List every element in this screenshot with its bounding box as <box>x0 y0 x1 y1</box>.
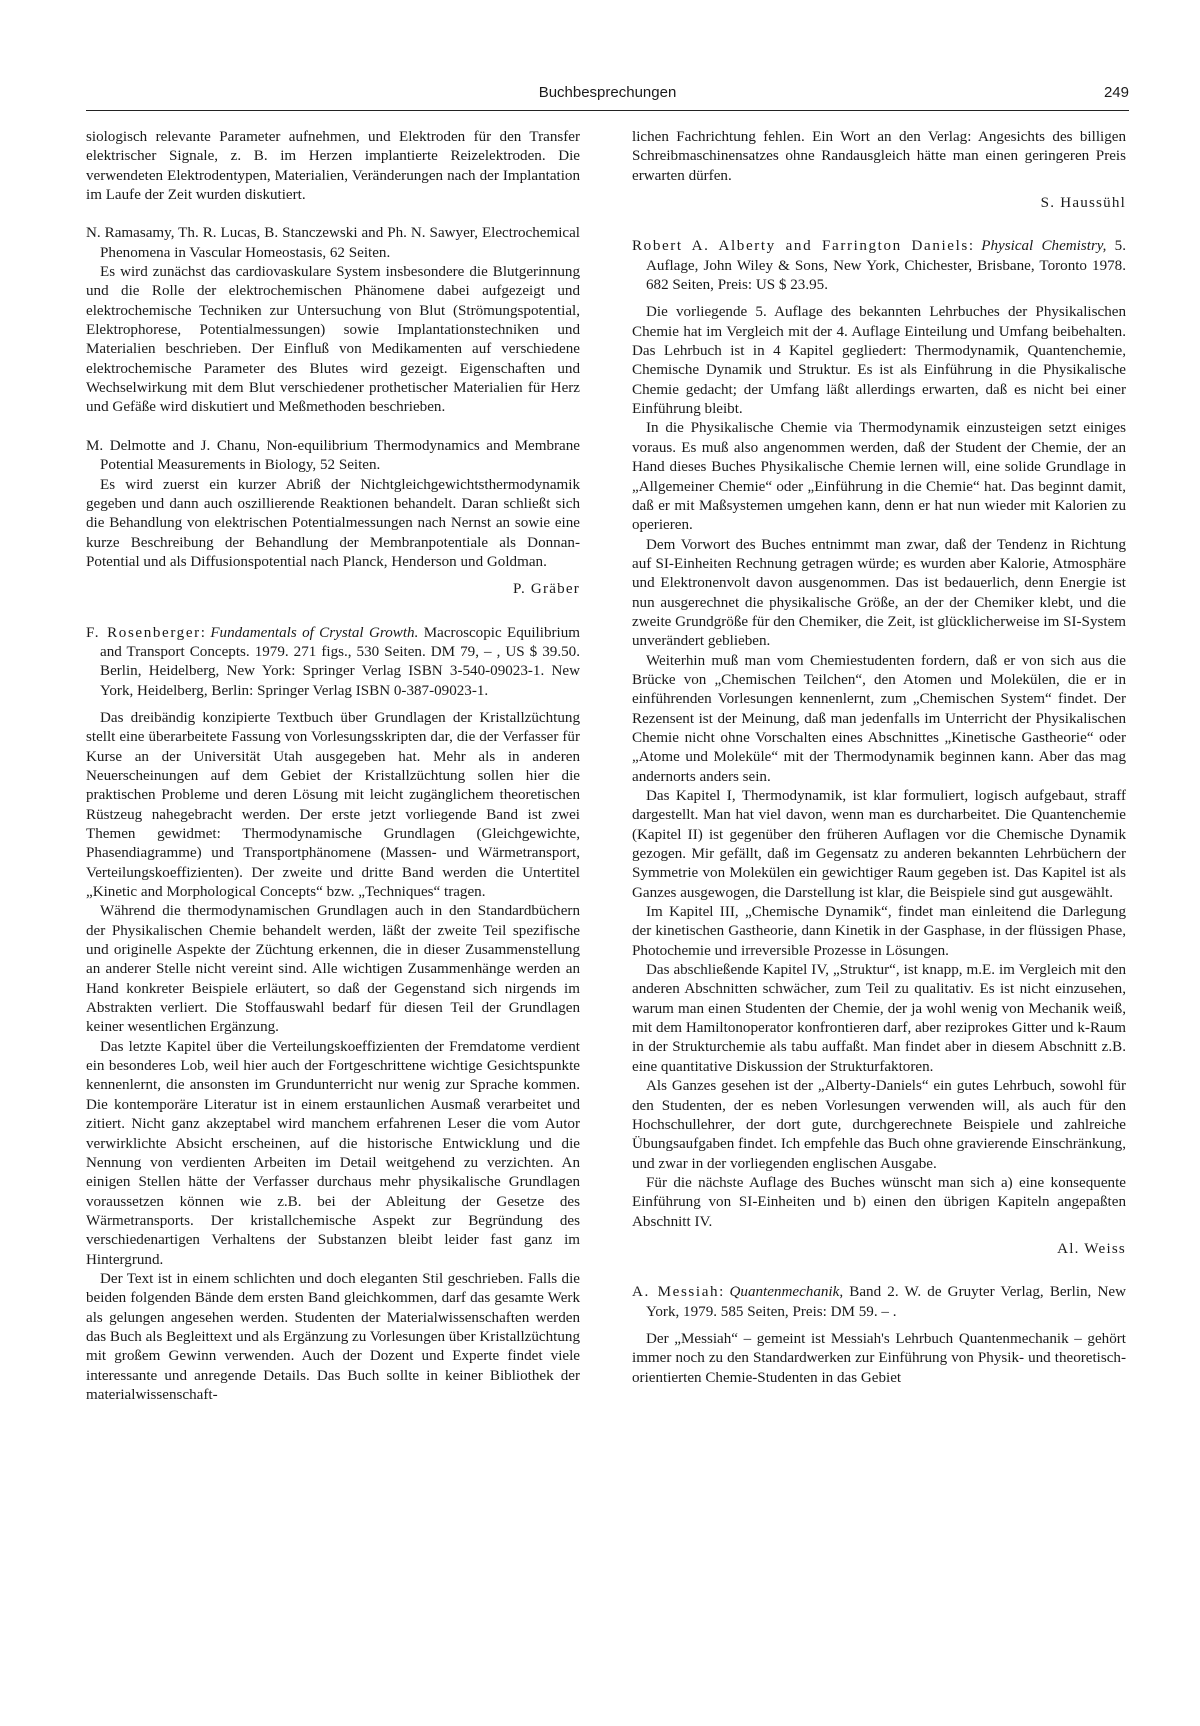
review-paragraph: Das letzte Kapitel über die Verteilungskoeffizienten der Fremdatome verdient ein besonderes Lob, weil hier auch der Fortgeschrittene wichtige Gesichtspunkte kennenlernt, die ansonsten im Grundunterricht nur wenig zur Sprache kommen. Die kontemporäre Literatur ist in einem erstaunlichen Ausmaß verarbeitet und zitiert. Nicht ganz akzeptabel wird manchem erfahrenen Leser die vom Autor verwirklichte Absicht erscheinen, auf die historische Entwicklung und die Nennung von verdienten Arbeiten im Detail weitgehend zu verzichten. An einigen Stellen hätte der Verfasser durchaus mehr physikalische Grundlagen voraussetzen können wie z.B. bei der Ableitung der Gesetze des Wärmetransports. Der kristallchemische Aspekt zur Begründung des verschiedenartigen Verhaltens der Substanzen bleibt leider fast ganz im Hintergrund. <box>86 1038 580 1268</box>
continued-paragraph: siologisch relevante Parameter aufnehmen, und Elektroden für den Transfer elektrischer Signale, z. B. im Herzen implantierte Reizelektroden. Die verwendeten Elektrodentypen, Materialien, Veränderungen nach der Implantation im Laufe der Zeit wurden diskutiert. <box>86 129 580 204</box>
book-title: Physical Chemistry, <box>981 238 1107 255</box>
reviewer-signature-graeber: P. Gräber <box>513 581 580 598</box>
book-author: Robert A. Alberty and Farrington Daniels <box>632 238 969 255</box>
review-paragraph: Das Kapitel I, Thermodynamik, ist klar formuliert, logisch aufgebaut, straff dargestellt. Man hat viel davon, wenn man es durcharbeitet. Die Quantenchemie (Kapitel II) ist gegenüber den früheren Auflagen vor die Chemische Dynamik gezogen. Mir gefällt, daß im Gegensatz zu anderen bekannten Lehrbüchern der Symmetrie von Molekülen ein gewichtiger Raum gegeben ist. Das Kapitel ist als Ganzes ausgewogen, die Darstellung ist klar, die Beispiele sind gut ausgewählt. <box>632 788 1126 901</box>
running-head <box>86 84 1129 108</box>
book-title: Fundamentals of Crystal Growth. <box>210 624 419 641</box>
book-heading-rosenberger: F. Rosenberger: Fundamentals of Crystal Growth. Macroscopic Equilibrium and Transport Concepts. 1979. 271 figs., 530 Seiten. DM 79, – , US $ 39.50. Berlin, Heidelberg, New York: Springer Verlag ISBN 3-540-09023-1. New York, Heidelberg, Berlin: Springer Verlag ISBN 0-387-09023-1. <box>86 624 580 699</box>
book-author: A. Messiah <box>632 1284 720 1301</box>
review-paragraph: Als Ganzes gesehen ist der „Alberty-Daniels“ ein gutes Lehrbuch, sowohl für den Studenten, der es neben Vorlesungen verwenden will, als auch für den Hochschullehrer, der dort gute, durchgerechnete Beispiele und zahlreiche Übungsaufgaben findet. Ich empfehle das Buch ohne gravierende Einschränkung, und zwar in der vorliegenden englischen Ausgabe. <box>632 1078 1126 1172</box>
book-title: Quantenmechanik, <box>729 1284 844 1301</box>
review-paragraph: Der „Messiah“ – gemeint ist Messiah's Lehrbuch Quantenmechanik – gehört immer noch zu den Standardwerken zur Einführung von Physik- und theoretisch-orientierten Chemie-Studenten in das Gebiet <box>632 1330 1126 1386</box>
review-paragraph: Dem Vorwort des Buches entnimmt man zwar, daß der Tendenz in Richtung auf SI-Einheiten Rechnung getragen würde; es wurden aber Kalorie, Atmosphäre und Elektronenvolt davon ausgenommen. Das ist bedauerlich, denn Energie ist nun ausgerechnet die physikalische Größe, an der der Chemiker klebt, und die zweite Grundgröße für den Chemiker, die Zeit, ist glücklicherweise im SI-System unverändert geblieben. <box>632 536 1127 650</box>
review-paragraph: Im Kapitel III, „Chemische Dynamik“, findet man einleitend die Darlegung der kinetischen Gastheorie, dann Kinetik in der Gasphase, in der flüssigen Phase, Photochemie und irreversible Prozesse in Lösungen. <box>632 904 1126 959</box>
review-paragraph: Weiterhin muß man vom Chemiestudenten fordern, daß er von sich aus die Brücke von „Chemischen Teilchen“, den Atomen und Molekülen, die er in einführenden Vorlesungen kennenlernt, zum „Chemischen System“ findet. Der Rezensent ist der Meinung, daß man jedenfalls im Unterricht der Physikalischen Chemie nicht ohne Vorschalten eines Abschnittes „Kinetische Gastheorie“ oder „Atome und Moleküle“ mit der Thermodynamik beginnen kann. Aber das mag andernorts anders sein. <box>632 652 1126 785</box>
book-heading-alberty: Robert A. Alberty and Farrington Daniels: Physical Chemistry, 5. Auflage, John Wiley & Sons, New York, Chichester, Brisbane, Toronto 1978. 682 Seiten, Preis: US $ 23.95. <box>632 238 1126 294</box>
header-rule <box>86 110 1129 111</box>
book-details: 5. Auflage, John Wiley & Sons, New York, Chichester, Brisbane, Toronto 1978. 682 Seiten, Preis: US $ 23.95. <box>646 238 1126 294</box>
reviewer-signature-weiss: Al. Weiss <box>1057 1240 1126 1257</box>
book-heading-messiah: A. Messiah: Quantenmechanik, Band 2. W. de Gruyter Verlag, Berlin, New York, 1979. 585 Seiten, Preis: DM 59. – . <box>632 1284 1126 1320</box>
summary-ramasamy: Es wird zunächst das cardiovaskulare System insbesondere die Blutgerinnung und die Rolle der elektrochemischen Phänomene dabei aufgezeigt und elektrochemische Techniken zur Untersuchung von Blut (Strömungspotential, Elektrophorese, Potentialmessungen) sowie Implantationstechniken und Materialien beschrieben. Der Einfluß von Medikamenten auf verschiedene elektrochemische Parameter des Blutes wird gezeigt. Eigenschaften und Wechselwirkung mit dem Blut verschiedener prothetischer Materialien für Herz und Gefäße wird diskutiert und Meßmethoden beschrieben. <box>86 264 580 416</box>
review-paragraph: Die vorliegende 5. Auflage des bekannten Lehrbuches der Physikalischen Chemie hat im Vergleich mit der 4. Auflage Einteilung und Umfang beibehalten. Das Lehrbuch ist in 4 Kapitel gegliedert: Thermodynamik, Quantenchemie, Chemische Dynamik und Struktur. Es ist als Einführung in die Physikalische Chemie gedacht; der Umfang läßt allerdings erwarten, daß es nicht bei einer Einführung bleibt. <box>632 304 1126 418</box>
book-details: Macroscopic Equilibrium and Transport Concepts. 1979. 271 figs., 530 Seiten. DM 79, – , US $ 39.50. Berlin, Heidelberg, New York: Springer Verlag ISBN 3-540-09023-1. New York, Heidelberg, Berlin: Springer Verlag ISBN 0-387-09023-1. <box>100 624 580 699</box>
review-paragraph: Das dreibändig konzipierte Textbuch über Grundlagen der Kristallzüchtung stellt eine überarbeitete Fassung von Vorlesungsskripten dar, die der Verfasser für Kurse an der Universität Utah ausgegeben hat. Mehr als in anderen Neuerscheinungen auf dem Gebiet der Kristallzüchtung sollen hier die praktischen Probleme und deren Lösung mit leicht zugänglichem theoretischen Rüstzeug nahegebracht werden. Der erste jetzt vorliegende Band ist zwei Themen gewidmet: Thermodynamische Grundlagen (Gleichgewichte, Phasendiagramme) und Transportphänomene (Massen- und Wärmetransport, Verteilungskoeffizienten). Der zweite und dritte Band werden die Untertitel „Kinetic and Morphological Concepts“ bzw. „Techniques“ tragen. <box>86 709 580 901</box>
review-paragraph: Für die nächste Auflage des Buches wünscht man sich a) eine konsequente Einführung von SI-Einheiten und b) einen den übrigen Kapiteln angepaßten Abschnitt IV. <box>632 1174 1126 1230</box>
page-number: 249 <box>1103 84 1129 101</box>
left-column <box>86 128 580 1405</box>
right-column <box>632 128 1126 1388</box>
continued-paragraph: lichen Fachrichtung fehlen. Ein Wort an den Verlag: Angesichts des billigen Schreibmaschinensatzes ohne Randausgleich hätte man einen geringeren Preis erwarten dürfen. <box>632 129 1126 184</box>
reference-delmotte: M. Delmotte and J. Chanu, Non-equilibrium Thermodynamics and Membrane Potential Measurements in Biology, 52 Seiten. <box>86 437 580 474</box>
review-paragraph: Während die thermodynamischen Grundlagen auch in den Standardbüchern der Physikalischen Chemie behandelt werden, läßt der zweite Teil spezifische und originelle Aspekte der Züchtung erkennen, die in dieser Zusammenstellung an anderer Stelle nicht vereint sind. Alle wichtigen Zusammenhänge werden an Hand konkreter Beispiele erläutert, so daß der Gegenstand sich nirgends im Abstrakten verliert. Die Stoffauswahl bedarf für diesen Teil der Grundlagen keiner wesentlichen Ergänzung. <box>86 903 580 1036</box>
review-paragraph: In die Physikalische Chemie via Thermodynamik einzusteigen setzt einiges voraus. Es muß also angenommen werden, daß der Student der Chemie, der an Hand dieses Buches Physikalische Chemie lernen will, eine solide Grundlage in „Allgemeiner Chemie“ oder „Einführung in die Chemie“ hat. Das beginnt damit, daß er mit Maßsystemen umgehen kann, denn er hat nun wieder mit Kalorien zu operieren. <box>632 420 1126 534</box>
reference-ramasamy: N. Ramasamy, Th. R. Lucas, B. Stanczewski and Ph. N. Sawyer, Electrochemical Phenomena in Vascular Homeostasis, 62 Seiten. <box>86 225 580 261</box>
review-paragraph: Der Text ist in einem schlichten und doch eleganten Stil geschrieben. Falls die beiden folgenden Bände dem ersten Band gleichkommen, darf das gesamte Werk als gelungen angesehen werden. Studenten der Materialwissenschaften werden das Buch als Begleittext und als Ergänzung zu Vorlesungen über Kristallzüchtung mit großem Gewinn verwenden. Auch der Dozent und Experte findet viele interessante und anregende Details. Das Buch sollte in keiner Bibliothek der materialwissenschaft- <box>86 1270 580 1403</box>
book-author: F. Rosenberger <box>86 624 201 641</box>
reviewer-signature-haussuehl: S. Haussühl <box>1040 195 1126 212</box>
review-paragraph: Das abschließende Kapitel IV, „Struktur“, ist knapp, m.E. im Vergleich mit den anderen Abschnitten schwächer, zum Teil zu qualitativ. Es ist nicht einzusehen, warum man einen Studenten der Chemie, der ja wohl wenig von Mechanik weiß, mit dem Hamiltonoperator konfrontieren darf, aber reziprokes Gitter und k-Raum in der Strukturchemie als tabu auffaßt. Man findet aber in diesem Abschnitt z.B. eine quantitative Diskussion der Strukturfaktoren. <box>632 962 1126 1075</box>
section-title: Buchbesprechungen <box>538 84 677 101</box>
book-details: Band 2. W. de Gruyter Verlag, Berlin, New York, 1979. 585 Seiten, Preis: DM 59. – . <box>646 1284 1126 1320</box>
summary-delmotte: Es wird zuerst ein kurzer Abriß der Nichtgleichgewichtsthermodynamik gegeben und dann auch oszillierende Reaktionen behandelt. Daran schließt sich die Behandlung von elektrischen Potentialmessungen nach Nernst an sowie eine kurze Beschreibung der Behandlung der Membranpotentiale als Donnan-Potential und als Diffusionspotential nach Planck, Henderson und Goldman. <box>86 476 580 570</box>
